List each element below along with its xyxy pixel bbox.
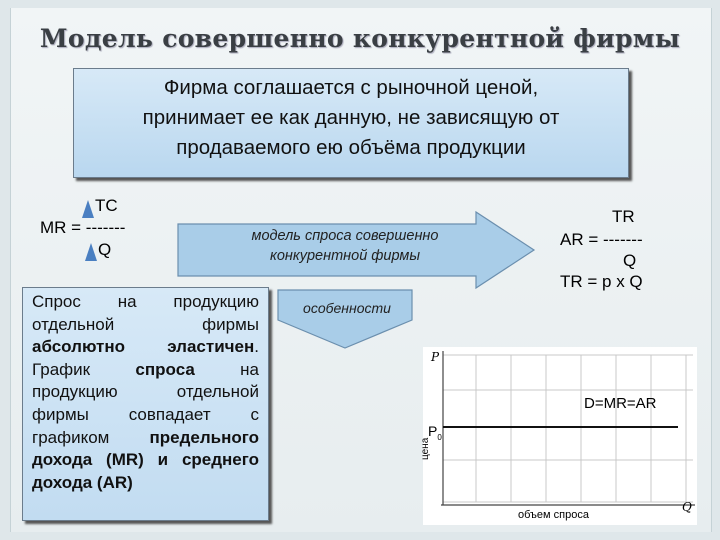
- big-arrow-line: конкурентной фирмы: [270, 248, 420, 264]
- demand-text: Спрос на продукцию отдельной фирмы: [32, 292, 259, 334]
- big-arrow-line: модель спроса совершенно: [251, 228, 439, 244]
- price-label: цена: [420, 437, 431, 460]
- definition-text: [74, 73, 628, 163]
- small-arrow-shape: [276, 288, 416, 350]
- definition-line: Фирма соглашается с рыночной ценой,: [163, 76, 539, 99]
- demand-text: на продукцию отдельной фирмы совпадает с графиком: [32, 359, 259, 447]
- demand-graph: [423, 347, 697, 525]
- mr-numerator: TC: [95, 196, 118, 215]
- ar-numerator: TR: [612, 207, 635, 226]
- mr-formula-lhs: MR = -------: [40, 218, 126, 237]
- delta-icon: [82, 200, 94, 218]
- small-arrow-label: особенности: [303, 300, 391, 316]
- demand-line-label: D=MR=AR: [584, 395, 657, 412]
- delta-icon: [85, 243, 97, 261]
- ar-formula-lhs: AR = -------: [560, 230, 643, 249]
- demand-text-bold: спроса: [135, 359, 195, 379]
- definition-line: продаваемого ею объёма продукции: [176, 136, 526, 159]
- demand-text-bold: предельного дохода (MR) и среднего дохода (AR): [32, 427, 259, 492]
- demand-description-box: [22, 287, 269, 521]
- x-axis-label: объем спроса: [518, 509, 589, 521]
- ar-denominator: Q: [623, 251, 637, 270]
- demand-text-bold: абсолютно эластичен: [32, 337, 255, 357]
- y-axis-letter: P: [431, 350, 440, 364]
- big-arrow-text: [210, 226, 480, 266]
- p0-sub: 0: [437, 432, 442, 442]
- slide-title: Модель совершенно конкурентной фирмы: [39, 24, 681, 53]
- x-axis-letter: Q: [682, 500, 692, 514]
- mr-denominator: Q: [98, 240, 112, 259]
- definition-box: [73, 68, 629, 178]
- tr-formula: TR = p x Q: [560, 272, 643, 291]
- graph-grid: [423, 347, 697, 525]
- definition-line: принимает ее как данную, не зависящую от: [142, 106, 560, 129]
- p0-letter: P: [428, 423, 438, 439]
- demand-text: . График: [32, 337, 259, 379]
